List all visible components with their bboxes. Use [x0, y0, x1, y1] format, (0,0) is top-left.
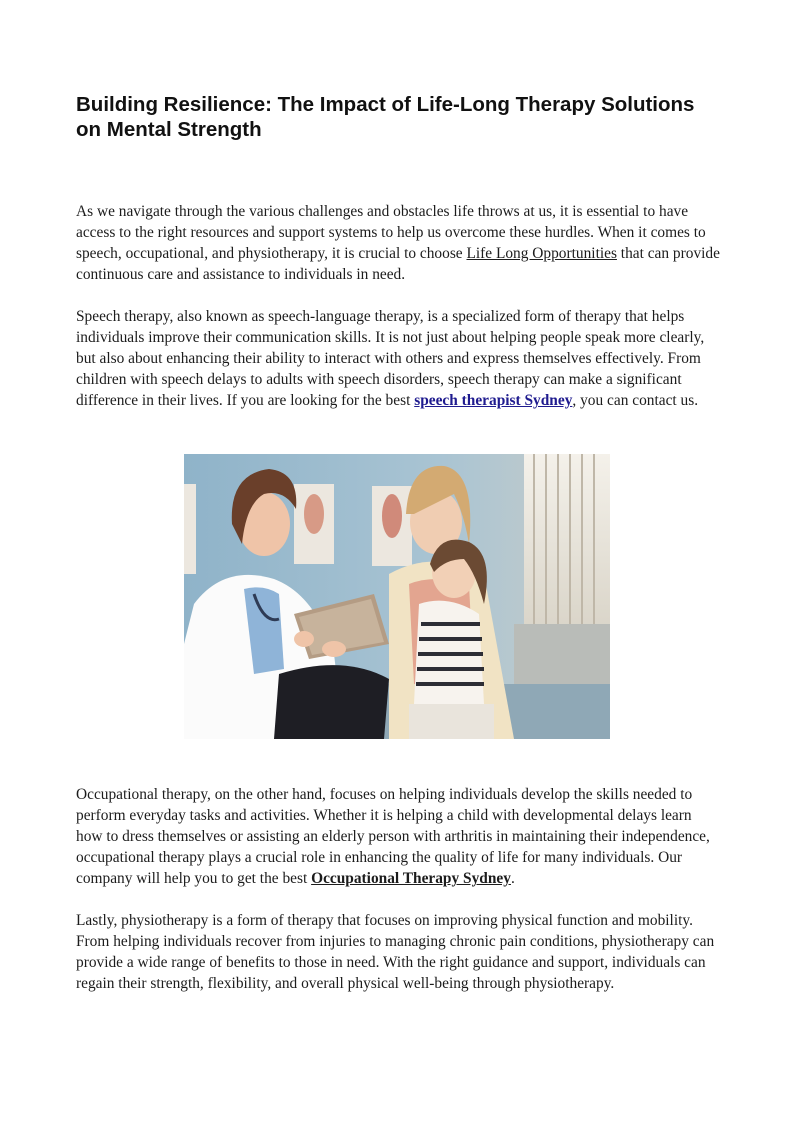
- paragraph-intro: [76, 201, 721, 285]
- paragraph-text: that can provide continuous care and assistance to individuals in need.: [76, 245, 720, 284]
- paragraph-text: , you can contact us.: [572, 392, 699, 410]
- therapy-session-photo: [184, 454, 610, 739]
- paragraph-speech-therapy: [76, 306, 721, 411]
- paragraph-text: As we navigate through the various challenges and obstacles life throws at us, it is essential to have access to the right resources and support systems to help us overcome these hurdles. When it comes to speech, occupational, and physiotherapy, it is crucial to choose: [76, 203, 706, 263]
- life-long-opportunities-link[interactable]: Life Long Opportunities: [466, 245, 617, 263]
- paragraph-physiotherapy: Lastly, physiotherapy is a form of therapy that focuses on improving physical function and mobility. From helping individuals recover from injuries to managing chronic pain conditions, physiotherapy can provide a wide range of benefits to those in need. With the right guidance and support, individuals can regain their strength, flexibility, and overall physical well-being through physiotherapy.: [76, 912, 715, 993]
- paragraph-text: Speech therapy, also known as speech-language therapy, is a specialized form of therapy that helps individuals improve their communication skills. It is not just about helping people speak more clearly, but also about enhancing their ability to interact with others and express themselves effectively. From children with speech delays to adults with speech disorders, speech therapy can make a significant difference in their lives. If you are looking for the best: [76, 308, 705, 410]
- paragraph-text: .: [510, 870, 515, 888]
- paragraph-text: Occupational therapy, on the other hand, focuses on helping individuals develop the skills needed to perform everyday tasks and activities. Whether it is helping a child with developmental delays learn how to dress themselves or assisting an elderly person with arthritis in maintaining their independence, occupational therapy plays a crucial role in enhancing the quality of life for many individuals. Our company will help you to get the best: [76, 786, 710, 888]
- page-title: Building Resilience: The Impact of Life-Long Therapy Solutions on Mental Strength: [76, 93, 695, 141]
- occupational-therapy-sydney-link[interactable]: Occupational Therapy Sydney: [311, 870, 511, 888]
- paragraph-occupational-therapy: [76, 784, 721, 889]
- speech-therapist-sydney-link[interactable]: speech therapist Sydney: [414, 392, 573, 410]
